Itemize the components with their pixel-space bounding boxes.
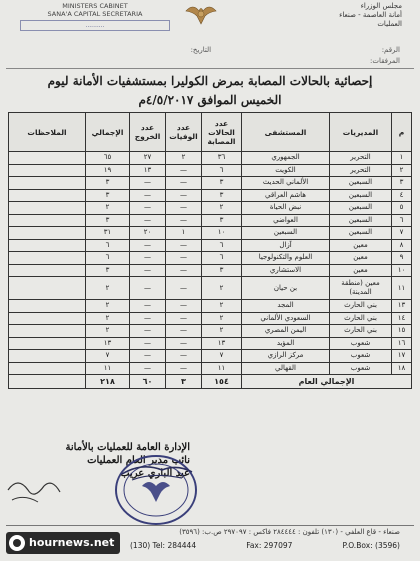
cell-deaths: — [166,337,202,350]
cell-deaths: — [166,189,202,202]
cell-deaths: — [166,350,202,363]
table-row [9,177,412,190]
cell-hospital: اليمن المصري [242,325,330,338]
cell-district: السبعين [330,214,392,227]
cell-deaths: — [166,300,202,313]
table-row [9,164,412,177]
cell-no: ١٥ [392,325,412,338]
cell-deaths: — [166,164,202,177]
cell-deaths: — [166,252,202,265]
cell-cases: ٣٦ [202,152,242,165]
table-row [9,362,412,375]
cell-discharged: ٢٠ [130,227,166,240]
cell-hospital: الكويت [242,164,330,177]
col-header-cases: عدد الحالات المصابة [202,113,242,152]
table-body [9,152,412,375]
cell-hospital: نبض الحياة [242,202,330,215]
cell-discharged: — [130,252,166,265]
cell-cases: ١٣ [202,337,242,350]
cell-notes [9,362,86,375]
cell-notes [9,325,86,338]
letterhead-line: العمليات [377,20,402,28]
cell-cases: ٣ [202,189,242,202]
cell-district: بني الحارث [330,300,392,313]
cell-district: التحرير [330,152,392,165]
cell-district: معين (منطقة المدينة) [330,277,392,300]
cell-district: التحرير [330,164,392,177]
cell-total: ٢ [86,325,130,338]
meta-row-attachments [20,57,400,65]
cell-total: ٢ [86,312,130,325]
table-row [9,337,412,350]
cell-discharged: — [130,202,166,215]
cell-discharged: — [130,277,166,300]
signature-line: الإدارة العامة للعمليات بالأمانة [65,442,190,453]
table-row [9,350,412,363]
handwritten-mark-icon [4,470,64,510]
table-row [9,325,412,338]
cell-cases: ٣ [202,264,242,277]
table-row [9,227,412,240]
cell-deaths: — [166,362,202,375]
cell-no: ٨ [392,239,412,252]
received-stamp: .......... [20,20,170,31]
cell-hospital: السبعين [242,227,330,240]
cell-deaths: — [166,177,202,190]
cell-total: ٣ [86,189,130,202]
cell-total: ٢ [86,277,130,300]
cell-hospital: الاستشاري [242,264,330,277]
cell-district: معين [330,252,392,265]
date-label: التاريخ: [190,46,212,54]
cell-discharged: — [130,189,166,202]
cell-hospital: مركز الرازي [242,350,330,363]
cell-discharged: — [130,325,166,338]
cell-cases: ٧ [202,350,242,363]
attachments-label: المرفقات: [370,57,400,65]
cell-notes [9,177,86,190]
cell-discharged: — [130,312,166,325]
total-notes [9,375,86,389]
cell-total: ٦ [86,239,130,252]
cell-total: ٣١ [86,227,130,240]
cell-total: ٣ [86,177,130,190]
cell-district: شعوب [330,350,392,363]
footer-contact-english [130,541,400,550]
cell-notes [9,350,86,363]
letterhead [0,0,420,70]
cell-total: ٧ [86,350,130,363]
footer-pobox: P.O.Box: (3596) [342,541,400,550]
total-total: ٢١٨ [86,375,130,389]
letterhead-line: أمانة العاصمة - صنعاء [339,11,402,19]
cell-discharged: — [130,239,166,252]
cell-total: ٢ [86,202,130,215]
cell-no: ٦ [392,214,412,227]
eagle-emblem-icon [184,2,218,26]
col-header-deaths: عدد الوفيات [166,113,202,152]
cell-hospital: المؤيد [242,337,330,350]
cell-hospital: الألماني الحديث [242,177,330,190]
cell-deaths: — [166,264,202,277]
table-total-row [9,375,412,389]
total-deaths: ٣ [166,375,202,389]
cell-hospital: المجد [242,300,330,313]
cell-no: ١٦ [392,337,412,350]
document-title: إحصائية بالحالات المصابة بمرض الكوليرا بمستشفيات الأمانة ليوم [47,74,373,88]
col-header-no: م [392,113,412,152]
cell-notes [9,202,86,215]
letterhead-arabic [282,2,402,29]
header-divider [6,68,414,69]
col-header-notes: الملاحظات [9,113,86,152]
table-row [9,252,412,265]
cell-deaths: — [166,312,202,325]
cell-hospital: الجمهوري [242,152,330,165]
footer-tel: (130) Tel: 284444 [130,541,197,550]
table-row [9,277,412,300]
cell-notes [9,152,86,165]
cell-total: ٢ [86,300,130,313]
table-row [9,214,412,227]
official-seal-icon [112,452,200,528]
table-row [9,202,412,215]
cell-no: ١٣ [392,300,412,313]
cell-cases: ١٠ [202,227,242,240]
cell-total: ١٩ [86,164,130,177]
cell-no: ٥ [392,202,412,215]
site-watermark [6,532,120,554]
cell-deaths: — [166,202,202,215]
cell-total: ٦٥ [86,152,130,165]
signature-line: نائب مدير العام العمليات [87,455,190,466]
cell-hospital: القهالي [242,362,330,375]
table-row [9,152,412,165]
cell-discharged: ١٣ [130,164,166,177]
cell-notes [9,300,86,313]
cell-cases: ٦ [202,239,242,252]
cell-no: ٢ [392,164,412,177]
letterhead-line: SANA'A CAPITAL SECRETARIA [47,10,143,18]
cell-deaths: ٢ [166,152,202,165]
cell-cases: ٢ [202,325,242,338]
cell-total: ١٣ [86,337,130,350]
cell-notes [9,227,86,240]
cell-notes [9,239,86,252]
cell-discharged: — [130,214,166,227]
cell-total: ١١ [86,362,130,375]
total-label: الإجمالي العام [242,375,412,389]
footer-fax: Fax: 297097 [246,541,293,550]
cell-cases: ٦ [202,164,242,177]
cell-no: ١٧ [392,350,412,363]
col-header-total: الإجمالي [86,113,130,152]
table-row [9,312,412,325]
footer-divider [6,525,414,526]
table-row [9,239,412,252]
cell-district: السبعين [330,227,392,240]
cell-cases: ٦ [202,252,242,265]
total-cases: ١٥٤ [202,375,242,389]
letterhead-line: MINISTERS CABINET [62,2,128,10]
cell-deaths: — [166,325,202,338]
cell-no: ٣ [392,177,412,190]
cell-no: ١٠ [392,264,412,277]
cell-discharged: — [130,300,166,313]
cell-district: بني الحارث [330,312,392,325]
cell-district: معين [330,264,392,277]
cell-discharged: — [130,177,166,190]
watermark-logo-icon [9,535,25,551]
cell-deaths: — [166,214,202,227]
table-header-row [9,113,412,152]
cell-notes [9,252,86,265]
cell-notes [9,277,86,300]
cell-discharged: — [130,337,166,350]
cell-cases: ٢ [202,312,242,325]
cholera-stats-table [8,112,412,389]
total-discharged: ٦٠ [130,375,166,389]
cell-discharged: — [130,264,166,277]
col-header-hospital: المستشفى [242,113,330,152]
cell-notes [9,312,86,325]
cell-district: معين [330,239,392,252]
cell-hospital: العلوم والتكنولوجيا [242,252,330,265]
cell-deaths: — [166,277,202,300]
cell-notes [9,164,86,177]
col-header-district: المديريات [330,113,392,152]
cell-no: ١ [392,152,412,165]
cell-total: ٦ [86,252,130,265]
cell-notes [9,189,86,202]
document-subtitle: الخميس الموافق ٤/٥/٢٠١٧م [138,93,282,107]
cell-cases: ١١ [202,362,242,375]
cell-deaths: — [166,239,202,252]
col-header-discharged: عدد الخروج [130,113,166,152]
cell-deaths: ١ [166,227,202,240]
watermark-text: hournews.net [29,536,115,549]
cell-notes [9,214,86,227]
cell-district: شعوب [330,362,392,375]
cell-discharged: — [130,362,166,375]
cell-no: ٤ [392,189,412,202]
cell-no: ٩ [392,252,412,265]
cell-hospital: آزال [242,239,330,252]
ref-number-label: الرقم: [381,46,400,54]
cell-district: السبعين [330,189,392,202]
cell-district: شعوب [330,337,392,350]
cell-no: ٧ [392,227,412,240]
cell-total: ٣ [86,264,130,277]
cell-total: ٣ [86,214,130,227]
cell-cases: ٢ [202,300,242,313]
table-row [9,189,412,202]
cell-hospital: هاشم العراقي [242,189,330,202]
meta-row-ref-date [20,46,400,54]
cell-notes [9,264,86,277]
cell-notes [9,337,86,350]
table-row [9,264,412,277]
cell-discharged: ٢٧ [130,152,166,165]
signature-line: عبد الباري عريب [120,468,190,479]
cell-no: ١١ [392,277,412,300]
table-row [9,300,412,313]
letterhead-line: مجلس الوزراء [360,2,402,10]
cell-cases: ٣ [202,177,242,190]
cell-cases: ٢ [202,277,242,300]
cell-cases: ٣ [202,214,242,227]
cell-district: بني الحارث [330,325,392,338]
cell-district: السبعين [330,177,392,190]
footer-contact-arabic: صنعاء - قاع العلفي - (١٣٠) تلفون : ٢٨٤٤٤٤ فاكس : ٢٩٧٠٩٧ ص.ب: (٣٥٩٦) [179,528,400,536]
cell-district: السبعين [330,202,392,215]
cell-discharged: — [130,350,166,363]
cell-hospital: السعودي الألماني [242,312,330,325]
cell-no: ١٨ [392,362,412,375]
cell-cases: ٢ [202,202,242,215]
letterhead-english [20,2,170,31]
cell-no: ١٤ [392,312,412,325]
cell-hospital: العواضي [242,214,330,227]
cell-hospital: بن حيان [242,277,330,300]
